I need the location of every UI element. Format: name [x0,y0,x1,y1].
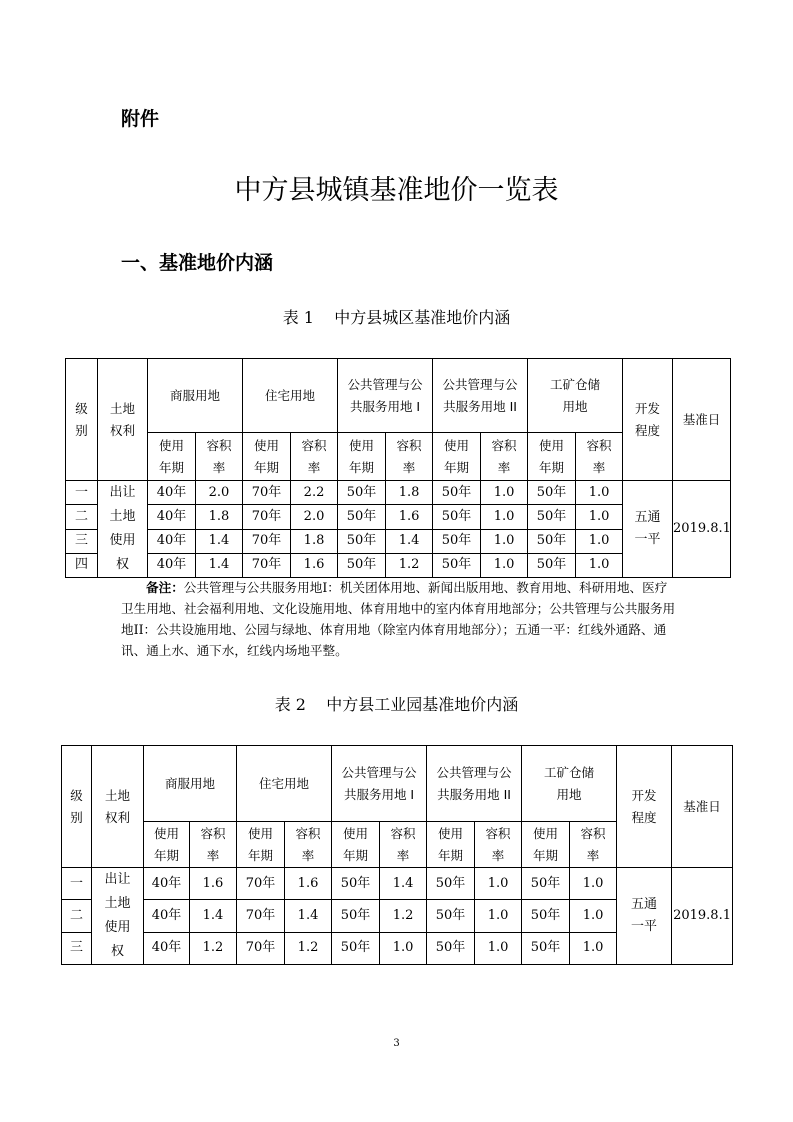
subheader-far [190,822,237,868]
cell-p1-far: 1.2 [380,900,427,932]
cell-base-date: 2019.8.1 [672,868,733,965]
header-public1-text: 公共管理与公共服务用地 I [341,764,417,802]
cell-r-term: 70年 [237,932,285,964]
subheader-far-text: 容积率 [485,825,511,863]
cell-p1-term: 50年 [338,553,386,577]
cell-i-term: 50年 [522,868,570,900]
header-industrial-text: 工矿仓储用地 [544,764,595,802]
header-public1 [338,359,433,433]
header-public2 [433,359,528,433]
header-industrial-text: 工矿仓储用地 [550,376,601,414]
cell-level: 二 [62,900,92,932]
header-land-right-text: 土地权利 [109,400,135,438]
header-level-text: 级别 [70,787,83,825]
section-heading: 一、基准地价内涵 [121,252,274,274]
header-public1-text: 公共管理与公共服务用地 I [347,376,423,414]
note-label: 备注： [146,580,184,595]
cell-i-far: 1.0 [570,868,617,900]
subheader-far-text: 容积率 [206,437,232,475]
cell-c-term: 40年 [144,900,190,932]
header-industrial [528,359,623,433]
cell-p2-far: 1.0 [475,900,522,932]
cell-dev-text: 五通一平 [634,510,661,547]
cell-level: 四 [66,553,98,577]
cell-r-term: 70年 [243,481,291,505]
subheader-far-text: 容积率 [295,825,321,863]
cell-i-far: 1.0 [576,505,623,529]
cell-p1-far: 1.4 [380,868,427,900]
subheader-far [570,822,617,868]
header-level [62,746,92,868]
cell-i-far: 1.0 [570,900,617,932]
cell-i-far: 1.0 [576,529,623,553]
header-commercial: 商服用地 [144,746,237,822]
cell-i-term: 50年 [528,553,576,577]
cell-i-far: 1.0 [576,553,623,577]
subheader-term-text: 使用年期 [248,825,274,863]
cell-i-term: 50年 [528,505,576,529]
cell-p2-far: 1.0 [481,505,528,529]
cell-c-term: 40年 [148,505,196,529]
cell-c-far: 1.2 [190,932,237,964]
cell-i-far: 1.0 [570,932,617,964]
subheader-term-text: 使用年期 [539,437,565,475]
cell-r-far: 2.2 [291,481,338,505]
subheader-term [332,822,380,868]
cell-r-far: 1.8 [291,529,338,553]
cell-dev-text: 五通一平 [631,897,658,934]
annex-label: 附件 [121,108,160,130]
subheader-term [427,822,475,868]
subheader-far [285,822,332,868]
cell-c-term: 40年 [148,481,196,505]
header-industrial [522,746,617,822]
subheader-far [475,822,522,868]
header-residential: 住宅用地 [237,746,332,822]
header-land-right [92,746,144,868]
subheader-term [144,822,190,868]
cell-c-term: 40年 [144,932,190,964]
cell-p1-far: 1.2 [386,553,433,577]
subheader-far [291,433,338,481]
cell-c-far: 1.6 [190,868,237,900]
subheader-far [481,433,528,481]
cell-level: 一 [62,868,92,900]
cell-r-far: 1.6 [285,868,332,900]
cell-p2-term: 50年 [433,481,481,505]
cell-i-term: 50年 [528,529,576,553]
subheader-term-text: 使用年期 [254,437,280,475]
table2 [61,745,733,965]
cell-c-far: 1.4 [196,529,243,553]
cell-p1-term: 50年 [338,529,386,553]
subheader-term-text: 使用年期 [153,825,179,863]
cell-p1-far: 1.6 [386,505,433,529]
subheader-term [237,822,285,868]
subheader-term-text: 使用年期 [438,825,464,863]
cell-c-term: 40年 [148,529,196,553]
subheader-term [148,433,196,481]
header-level-text: 级别 [75,400,88,438]
cell-p2-far: 1.0 [475,932,522,964]
cell-r-far: 1.2 [285,932,332,964]
cell-level: 三 [62,932,92,964]
subheader-far-text: 容积率 [586,437,612,475]
header-public1 [332,746,427,822]
subheader-far [380,822,427,868]
cell-p1-term: 50年 [338,481,386,505]
header-dev [623,359,673,481]
subheader-far [386,433,433,481]
cell-land-right-text: 出让土地使用权 [109,485,136,572]
cell-dev [617,868,672,965]
cell-r-term: 70年 [243,553,291,577]
subheader-far-text: 容积率 [390,825,416,863]
cell-i-far: 1.0 [576,481,623,505]
cell-p2-term: 50年 [427,868,475,900]
subheader-far-text: 容积率 [396,437,422,475]
table1-caption: 表 1 中方县城区基准地价内涵 [282,308,511,327]
cell-land-right-text: 出让土地使用权 [104,872,131,959]
table1-note [121,577,677,661]
header-commercial: 商服用地 [148,359,243,433]
subheader-term [243,433,291,481]
cell-p2-term: 50年 [433,505,481,529]
cell-p2-term: 50年 [427,932,475,964]
cell-level: 三 [66,529,98,553]
header-residential: 住宅用地 [243,359,338,433]
cell-p1-term: 50年 [332,868,380,900]
cell-p2-term: 50年 [433,529,481,553]
subheader-term [528,433,576,481]
cell-p1-term: 50年 [338,505,386,529]
cell-dev [623,481,673,578]
cell-c-far: 1.4 [196,553,243,577]
cell-level: 二 [66,505,98,529]
table-row [66,481,731,505]
header-level [66,359,98,481]
subheader-term-text: 使用年期 [343,825,369,863]
cell-land-right [98,481,148,578]
cell-c-far: 1.4 [190,900,237,932]
cell-land-right [92,868,144,965]
cell-c-term: 40年 [144,868,190,900]
cell-p1-far: 1.8 [386,481,433,505]
cell-p2-far: 1.0 [481,529,528,553]
header-dev-text: 开发程度 [635,400,661,438]
cell-i-term: 50年 [522,932,570,964]
cell-p2-far: 1.0 [481,481,528,505]
table2-caption: 表 2 中方县工业园基准地价内涵 [274,695,519,714]
cell-base-date: 2019.8.1 [673,481,731,578]
cell-p1-term: 50年 [332,900,380,932]
subheader-term-text: 使用年期 [444,437,470,475]
header-base-date: 基准日 [673,359,731,481]
subheader-term-text: 使用年期 [349,437,375,475]
cell-p2-far: 1.0 [481,553,528,577]
header-base-date: 基准日 [672,746,733,868]
cell-r-far: 2.0 [291,505,338,529]
header-public2-text: 公共管理与公共服务用地 II [442,376,518,414]
cell-r-term: 70年 [243,529,291,553]
cell-p1-term: 50年 [332,932,380,964]
cell-i-term: 50年 [528,481,576,505]
cell-r-far: 1.4 [285,900,332,932]
subheader-term [522,822,570,868]
cell-p2-term: 50年 [433,553,481,577]
header-dev-text: 开发程度 [631,787,657,825]
header-public2 [427,746,522,822]
header-public2-text: 公共管理与公共服务用地 II [436,764,512,802]
subheader-far [196,433,243,481]
cell-p2-term: 50年 [427,900,475,932]
cell-r-term: 70年 [237,900,285,932]
subheader-far-text: 容积率 [200,825,226,863]
cell-r-term: 70年 [243,505,291,529]
subheader-far-text: 容积率 [580,825,606,863]
subheader-term-text: 使用年期 [533,825,559,863]
subheader-term-text: 使用年期 [158,437,184,475]
header-land-right [98,359,148,481]
cell-p1-far: 1.4 [386,529,433,553]
subheader-far-text: 容积率 [491,437,517,475]
subheader-term [433,433,481,481]
cell-c-far: 2.0 [196,481,243,505]
cell-c-term: 40年 [148,553,196,577]
table-row [62,868,733,900]
cell-r-term: 70年 [237,868,285,900]
page-number: 3 [393,1038,400,1049]
cell-level: 一 [66,481,98,505]
subheader-far-text: 容积率 [301,437,327,475]
subheader-term [338,433,386,481]
cell-p2-far: 1.0 [475,868,522,900]
header-land-right-text: 土地权利 [104,787,130,825]
page-title: 中方县城镇基准地价一览表 [234,175,559,206]
subheader-far [576,433,623,481]
cell-r-far: 1.6 [291,553,338,577]
note-text: 公共管理与公共服务用地I：机关团体用地、新闻出版用地、教育用地、科研用地、医疗卫生用地、社会福利用地、文化设施用地、体育用地中的室内体育用地部分；公共管理与公共服务用地II：公共设施用地、公园与绿地、体育用地（除室内体育用地部分）；五通一平：红线外通路、通讯、通上水、通下水，红线内场地平整。 [121,580,676,658]
cell-p1-far: 1.0 [380,932,427,964]
table1 [65,358,731,578]
cell-i-term: 50年 [522,900,570,932]
cell-c-far: 1.8 [196,505,243,529]
header-dev [617,746,672,868]
